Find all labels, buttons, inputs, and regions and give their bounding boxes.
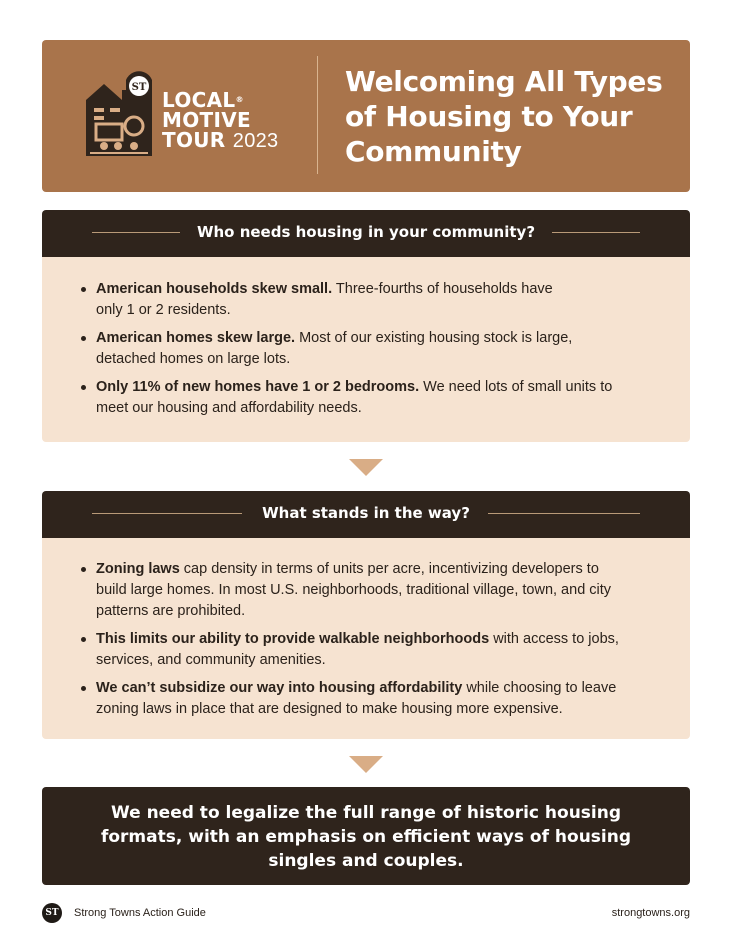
- header-banner: [42, 40, 690, 192]
- heading-rule-right: [488, 513, 640, 514]
- local-motive-tour-logo: [84, 64, 304, 164]
- title-line: of Housing to Your: [345, 100, 633, 133]
- list-item: Zoning laws cap density in terms of units per acre, incentivizing developers to build large homes. In most U.S. neighborhoods, traditional village, town, and city patterns are prohibited.: [96, 559, 666, 622]
- heading-rule-right: [552, 232, 640, 233]
- section-who-needs-body: [42, 257, 690, 442]
- title-line: Welcoming All Types: [345, 65, 663, 98]
- down-arrow-icon: [349, 756, 383, 773]
- page-title: [345, 64, 675, 169]
- list-item: Only 11% of new homes have 1 or 2 bedrooms. We need lots of small units to meet our housing and affordability needs.: [96, 377, 656, 419]
- list-item: This limits our ability to provide walkable neighborhoods with access to jobs, services, and community amenities.: [96, 629, 666, 671]
- logo-registered-mark: ®: [235, 95, 244, 104]
- logo-tour: TOUR: [162, 128, 226, 152]
- conclusion-box: [42, 787, 690, 885]
- section-in-the-way-body: [42, 538, 690, 739]
- conclusion-line: We need to legalize the full range of historic housing: [110, 803, 622, 823]
- section-heading-label: What stands in the way?: [262, 504, 470, 522]
- header-divider: [317, 56, 318, 174]
- list-item: American households skew small. Three-fourths of households have only 1 or 2 residents.: [96, 279, 656, 321]
- footer-website-link[interactable]: strongtowns.org: [611, 907, 690, 919]
- down-arrow-icon: [349, 459, 383, 476]
- strong-towns-logo-icon: ST: [42, 903, 62, 923]
- logo-year: 2023: [232, 130, 279, 152]
- logo-wordmark: [162, 90, 278, 151]
- section-in-the-way-heading: [42, 491, 690, 538]
- list-item: American homes skew large. Most of our existing housing stock is large, detached homes on large lots.: [96, 328, 656, 370]
- title-line: Community: [345, 135, 522, 168]
- st-badge-icon: [129, 76, 149, 96]
- logo-motive: MOTIVE: [162, 108, 251, 132]
- list-item: We can’t subsidize our way into housing affordability while choosing to leave zoning laws in place that are designed to make housing more expensive.: [96, 678, 666, 720]
- in-the-way-list: [96, 559, 666, 727]
- section-heading-label: Who needs housing in your community?: [196, 223, 536, 241]
- conclusion-text: [92, 801, 640, 873]
- section-who-needs-heading: [42, 210, 690, 257]
- svg-text:ST: ST: [131, 82, 147, 93]
- conclusion-line: formats, with an emphasis on efficient ways of housing: [100, 827, 632, 847]
- footer-guide-label: Strong Towns Action Guide: [74, 907, 206, 919]
- who-needs-list: [96, 279, 656, 426]
- logo-local: LOCAL: [162, 88, 236, 112]
- conclusion-line: singles and couples.: [268, 851, 464, 871]
